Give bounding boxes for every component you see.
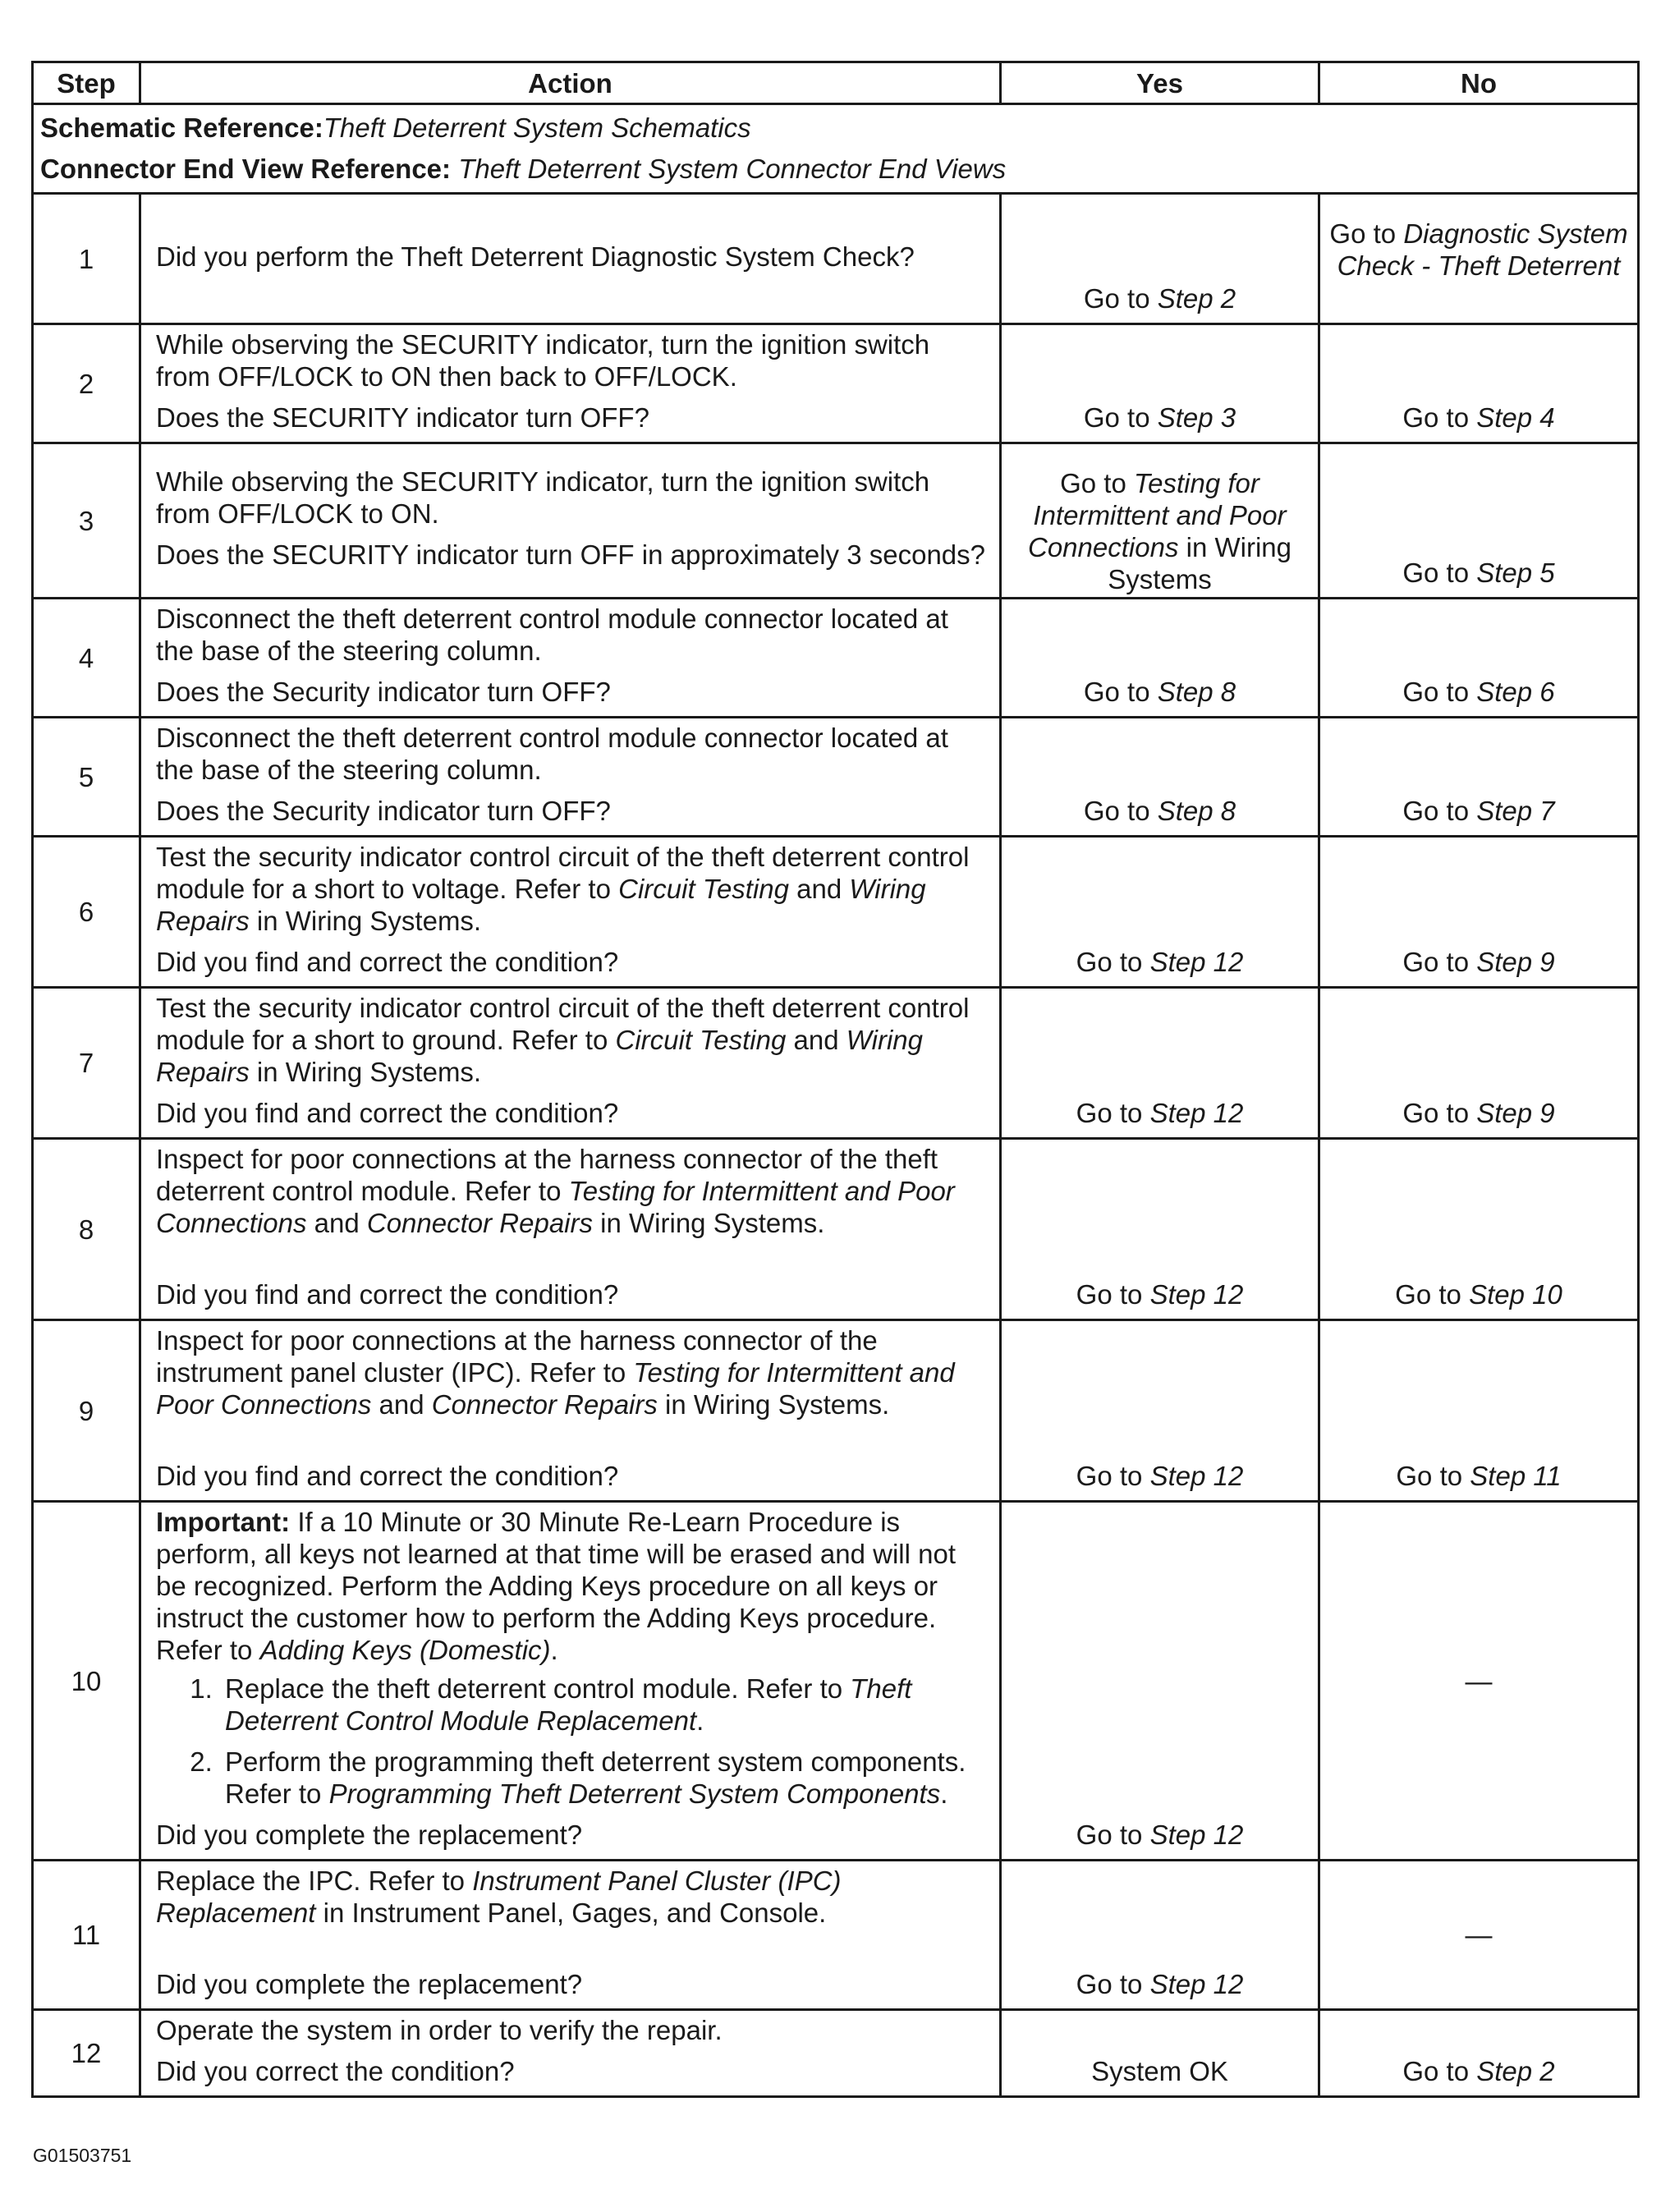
action-text: Did you find and correct the condition? <box>156 1461 619 1491</box>
header-no: No <box>1319 62 1639 104</box>
step-link[interactable]: Step 10 <box>1469 1279 1562 1310</box>
yes-result <box>1001 1502 1319 1861</box>
step-row <box>33 1320 1639 1502</box>
procedure-text: Replace the theft deterrent control module. Refer to <box>225 1673 851 1704</box>
no-result <box>1319 1861 1639 2010</box>
reference-link[interactable]: Circuit Testing <box>615 1025 787 1055</box>
step-instruction <box>156 841 988 937</box>
reference-link[interactable]: Testing for Intermittent and Poor Connections <box>156 1357 955 1420</box>
no-result <box>1319 443 1639 599</box>
step-question: Did you complete the replacement? <box>156 1820 583 1850</box>
result-text: Go to <box>1076 1820 1150 1850</box>
result-text: Go to <box>1076 1461 1150 1491</box>
result-text: — <box>1465 1920 1493 1950</box>
step-instruction <box>156 466 988 530</box>
reference-cell <box>33 104 1639 194</box>
action-text: Did you find and correct the condition? <box>156 1279 619 1310</box>
schematic-reference-link[interactable]: Theft Deterrent System Schematics <box>323 112 751 143</box>
header-row <box>33 62 1639 104</box>
step-action <box>140 1139 1001 1320</box>
step-link[interactable]: Step 2 <box>1157 283 1236 314</box>
action-text: in Wiring Systems. <box>593 1208 825 1238</box>
action-text: and <box>786 1025 846 1055</box>
reference-link[interactable]: Wiring Repairs <box>156 874 926 936</box>
action-text: Did you complete the replacement? <box>156 1969 583 1999</box>
no-result <box>1319 1502 1639 1861</box>
action-text: Disconnect the theft deterrent control module connector located at the base of the steering column. <box>156 723 948 785</box>
result-text: Go to <box>1402 947 1477 977</box>
step-row <box>33 718 1639 837</box>
step-number: 7 <box>33 988 140 1139</box>
no-result <box>1319 1320 1639 1502</box>
step-link[interactable]: Diagnostic System Check - Theft Deterrent <box>1337 218 1628 281</box>
step-question <box>156 1968 988 2000</box>
step-instruction <box>156 992 988 1088</box>
diagnostic-document <box>31 61 1637 2098</box>
step-link[interactable]: Step 12 <box>1149 1098 1244 1128</box>
reference-link[interactable]: Circuit Testing <box>618 874 790 904</box>
step-question <box>156 2055 988 2087</box>
note-text: . <box>550 1635 558 1665</box>
yes-result <box>1001 1320 1319 1502</box>
step-link[interactable]: Step 2 <box>1476 2056 1555 2086</box>
result-text: Go to <box>1083 796 1158 826</box>
step-number: 10 <box>33 1502 140 1861</box>
step-instruction <box>156 328 988 392</box>
action-text: While observing the SECURITY indicator, turn the ignition switch from OFF/LOCK to ON. <box>156 466 930 529</box>
step-row <box>33 837 1639 988</box>
step-link[interactable]: Step 11 <box>1470 1461 1562 1491</box>
reference-link[interactable]: Connector Repairs <box>431 1389 658 1420</box>
step-action <box>140 2010 1001 2097</box>
result-text: Go to <box>1076 1969 1150 1999</box>
connector-reference-link[interactable]: Theft Deterrent System Connector End Views <box>458 153 1007 184</box>
step-action <box>140 443 1001 599</box>
step-number: 8 <box>33 1139 140 1320</box>
no-result <box>1319 599 1639 718</box>
step-row <box>33 1502 1639 1861</box>
action-text: Inspect for poor connections at the harness connector of the theft deterrent control module. Refer to <box>156 1144 938 1206</box>
no-result <box>1319 837 1639 988</box>
step-link[interactable]: Testing for Intermittent and Poor Connections <box>1028 468 1287 562</box>
step-number: 3 <box>33 443 140 599</box>
no-result <box>1319 194 1639 324</box>
step-instruction <box>156 1143 988 1239</box>
schematic-reference <box>40 112 1632 144</box>
action-text: in Instrument Panel, Gages, and Console. <box>315 1898 827 1928</box>
step-question <box>156 402 988 434</box>
step-number: 9 <box>33 1320 140 1502</box>
step-question <box>156 1460 988 1492</box>
step-instruction <box>156 241 988 273</box>
result-text: Go to <box>1396 1461 1470 1491</box>
step-link[interactable]: Step 8 <box>1157 796 1236 826</box>
action-text: Does the Security indicator turn OFF? <box>156 796 611 826</box>
action-text: and <box>306 1208 367 1238</box>
action-text: While observing the SECURITY indicator, turn the ignition switch from OFF/LOCK to ON then back to OFF/LOCK. <box>156 329 930 392</box>
step-row <box>33 194 1639 324</box>
note-text: If a 10 Minute or 30 Minute Re-Learn Procedure is perform, all keys not learned at that time will be erased and will not be recognized. Perform the Adding Keys procedure on all keys or instruct the customer how to perform the Adding Keys procedure. Refer to <box>156 1507 956 1665</box>
step-number: 4 <box>33 599 140 718</box>
step-row <box>33 2010 1639 2097</box>
step-question <box>156 539 988 571</box>
result-text: System OK <box>1091 2056 1228 2086</box>
action-text: Operate the system in order to verify the repair. <box>156 2015 723 2045</box>
reference-link[interactable]: Programming Theft Deterrent System Components <box>328 1778 941 1809</box>
result-text: Go to <box>1402 402 1477 433</box>
step-link[interactable]: Step 9 <box>1476 1098 1555 1128</box>
step-row <box>33 324 1639 443</box>
no-result <box>1319 718 1639 837</box>
no-result <box>1319 324 1639 443</box>
step-number: 11 <box>33 1861 140 2010</box>
step-link[interactable]: Step 12 <box>1149 1461 1244 1491</box>
action-text: Test the security indicator control circuit of the theft deterrent control module for a short to ground. Refer to <box>156 993 970 1055</box>
yes-result <box>1001 443 1319 599</box>
action-text: and <box>789 874 850 904</box>
step-number: 2 <box>33 324 140 443</box>
result-text: Go to <box>1395 1279 1470 1310</box>
result-text: Go to <box>1402 2056 1477 2086</box>
result-text: Go to <box>1402 1098 1477 1128</box>
result-text: Go to <box>1329 218 1404 249</box>
step-link[interactable]: Step 3 <box>1157 402 1236 433</box>
step-action <box>140 718 1001 837</box>
schematic-reference-label: Schematic Reference: <box>40 112 323 143</box>
reference-link[interactable]: Adding Keys (Domestic) <box>259 1635 551 1665</box>
step-link[interactable]: Step 8 <box>1157 677 1236 707</box>
figure-id: G01503751 <box>33 2145 132 2166</box>
reference-link[interactable]: Testing for Intermittent and Poor Connections <box>156 1176 955 1238</box>
procedure-text: . <box>696 1705 704 1736</box>
reference-link[interactable]: Theft Deterrent Control Module Replacement <box>225 1673 912 1736</box>
step-action <box>140 1502 1001 1861</box>
result-text: Go to <box>1076 1279 1150 1310</box>
step-instruction <box>156 2014 988 2046</box>
yes-result <box>1001 324 1319 443</box>
step-instruction <box>156 603 988 667</box>
action-text: Did you correct the condition? <box>156 2056 515 2086</box>
step-link[interactable]: Step 9 <box>1476 947 1555 977</box>
step-link[interactable]: Step 12 <box>1149 1820 1244 1850</box>
step-row <box>33 988 1639 1139</box>
reference-row <box>33 104 1639 194</box>
yes-result <box>1001 1861 1319 2010</box>
yes-result <box>1001 194 1319 324</box>
step-question <box>156 1097 988 1129</box>
result-text: Go to <box>1083 677 1158 707</box>
result-text: — <box>1465 1665 1493 1696</box>
step-row <box>33 443 1639 599</box>
step-question <box>156 946 988 978</box>
action-text: Did you perform the Theft Deterrent Diagnostic System Check? <box>156 241 915 272</box>
step-instruction <box>156 1324 988 1420</box>
action-text: Inspect for poor connections at the harness connector of the instrument panel cluster (IPC). Refer to <box>156 1325 878 1388</box>
action-text: Did you find and correct the condition? <box>156 1098 619 1128</box>
no-result <box>1319 1139 1639 1320</box>
reference-link[interactable]: Connector Repairs <box>366 1208 593 1238</box>
step-action <box>140 599 1001 718</box>
result-text: Go to <box>1402 796 1477 826</box>
action-text: Did you find and correct the condition? <box>156 947 619 977</box>
result-text: in Wiring Systems <box>1108 532 1291 594</box>
action-text: Test the security indicator control circuit of the theft deterrent control module for a short to voltage. Refer to <box>156 842 970 904</box>
important-label: Important: <box>156 1507 291 1537</box>
step-question <box>156 1278 988 1310</box>
procedure-item <box>220 1746 988 1810</box>
action-text: Does the SECURITY indicator turn OFF in approximately 3 seconds? <box>156 539 985 570</box>
action-text: and <box>371 1389 432 1420</box>
diagnostic-table <box>31 61 1640 2098</box>
result-text: Go to <box>1060 468 1134 498</box>
action-text: in Wiring Systems. <box>657 1389 890 1420</box>
header-step: Step <box>33 62 140 104</box>
step-link[interactable]: Step 5 <box>1476 558 1555 588</box>
action-text: Does the Security indicator turn OFF? <box>156 677 611 707</box>
step-action <box>140 1320 1001 1502</box>
action-text: in Wiring Systems. <box>249 906 482 936</box>
reference-link[interactable]: Instrument Panel Cluster (IPC) Replacement <box>156 1866 842 1928</box>
step-link[interactable]: Step 12 <box>1149 1279 1244 1310</box>
step-action <box>140 324 1001 443</box>
step-action <box>140 1861 1001 2010</box>
procedure-text: . <box>940 1778 948 1809</box>
step-link[interactable]: Step 7 <box>1476 796 1555 826</box>
no-result <box>1319 2010 1639 2097</box>
result-text: Go to <box>1083 283 1158 314</box>
procedure-list <box>156 1673 988 1810</box>
result-text: Go to <box>1402 677 1477 707</box>
yes-result <box>1001 988 1319 1139</box>
step-number: 6 <box>33 837 140 988</box>
yes-result <box>1001 718 1319 837</box>
step-action <box>140 837 1001 988</box>
step-number: 1 <box>33 194 140 324</box>
connector-reference <box>40 153 1632 185</box>
step-action <box>140 988 1001 1139</box>
step-instruction <box>156 722 988 786</box>
step-number: 12 <box>33 2010 140 2097</box>
no-result <box>1319 988 1639 1139</box>
step-link[interactable]: Step 12 <box>1149 947 1244 977</box>
procedure-item <box>220 1673 988 1737</box>
header-action: Action <box>140 62 1001 104</box>
yes-result <box>1001 837 1319 988</box>
step-instruction <box>156 1865 988 1929</box>
important-note <box>156 1506 988 1666</box>
step-action <box>140 194 1001 324</box>
result-text: Go to <box>1083 402 1158 433</box>
step-link[interactable]: Step 12 <box>1149 1969 1244 1999</box>
reference-link[interactable]: Wiring Repairs <box>156 1025 923 1087</box>
step-number: 5 <box>33 718 140 837</box>
header-yes: Yes <box>1001 62 1319 104</box>
action-text: Replace the IPC. Refer to <box>156 1866 473 1896</box>
yes-result <box>1001 1139 1319 1320</box>
yes-result <box>1001 2010 1319 2097</box>
action-text: Does the SECURITY indicator turn OFF? <box>156 402 649 433</box>
step-row <box>33 599 1639 718</box>
step-question <box>156 795 988 827</box>
step-link[interactable]: Step 4 <box>1476 402 1555 433</box>
step-link[interactable]: Step 6 <box>1476 677 1555 707</box>
result-text: Go to <box>1402 558 1477 588</box>
step-row <box>33 1861 1639 2010</box>
action-text: Disconnect the theft deterrent control module connector located at the base of the steering column. <box>156 603 948 666</box>
result-text: Go to <box>1076 947 1150 977</box>
connector-reference-label: Connector End View Reference: <box>40 153 452 184</box>
procedure-text: Perform the programming theft deterrent system components. Refer to <box>225 1746 966 1809</box>
step-row <box>33 1139 1639 1320</box>
yes-result <box>1001 599 1319 718</box>
result-text: Go to <box>1076 1098 1150 1128</box>
step-question <box>156 676 988 708</box>
action-text: in Wiring Systems. <box>249 1057 482 1087</box>
